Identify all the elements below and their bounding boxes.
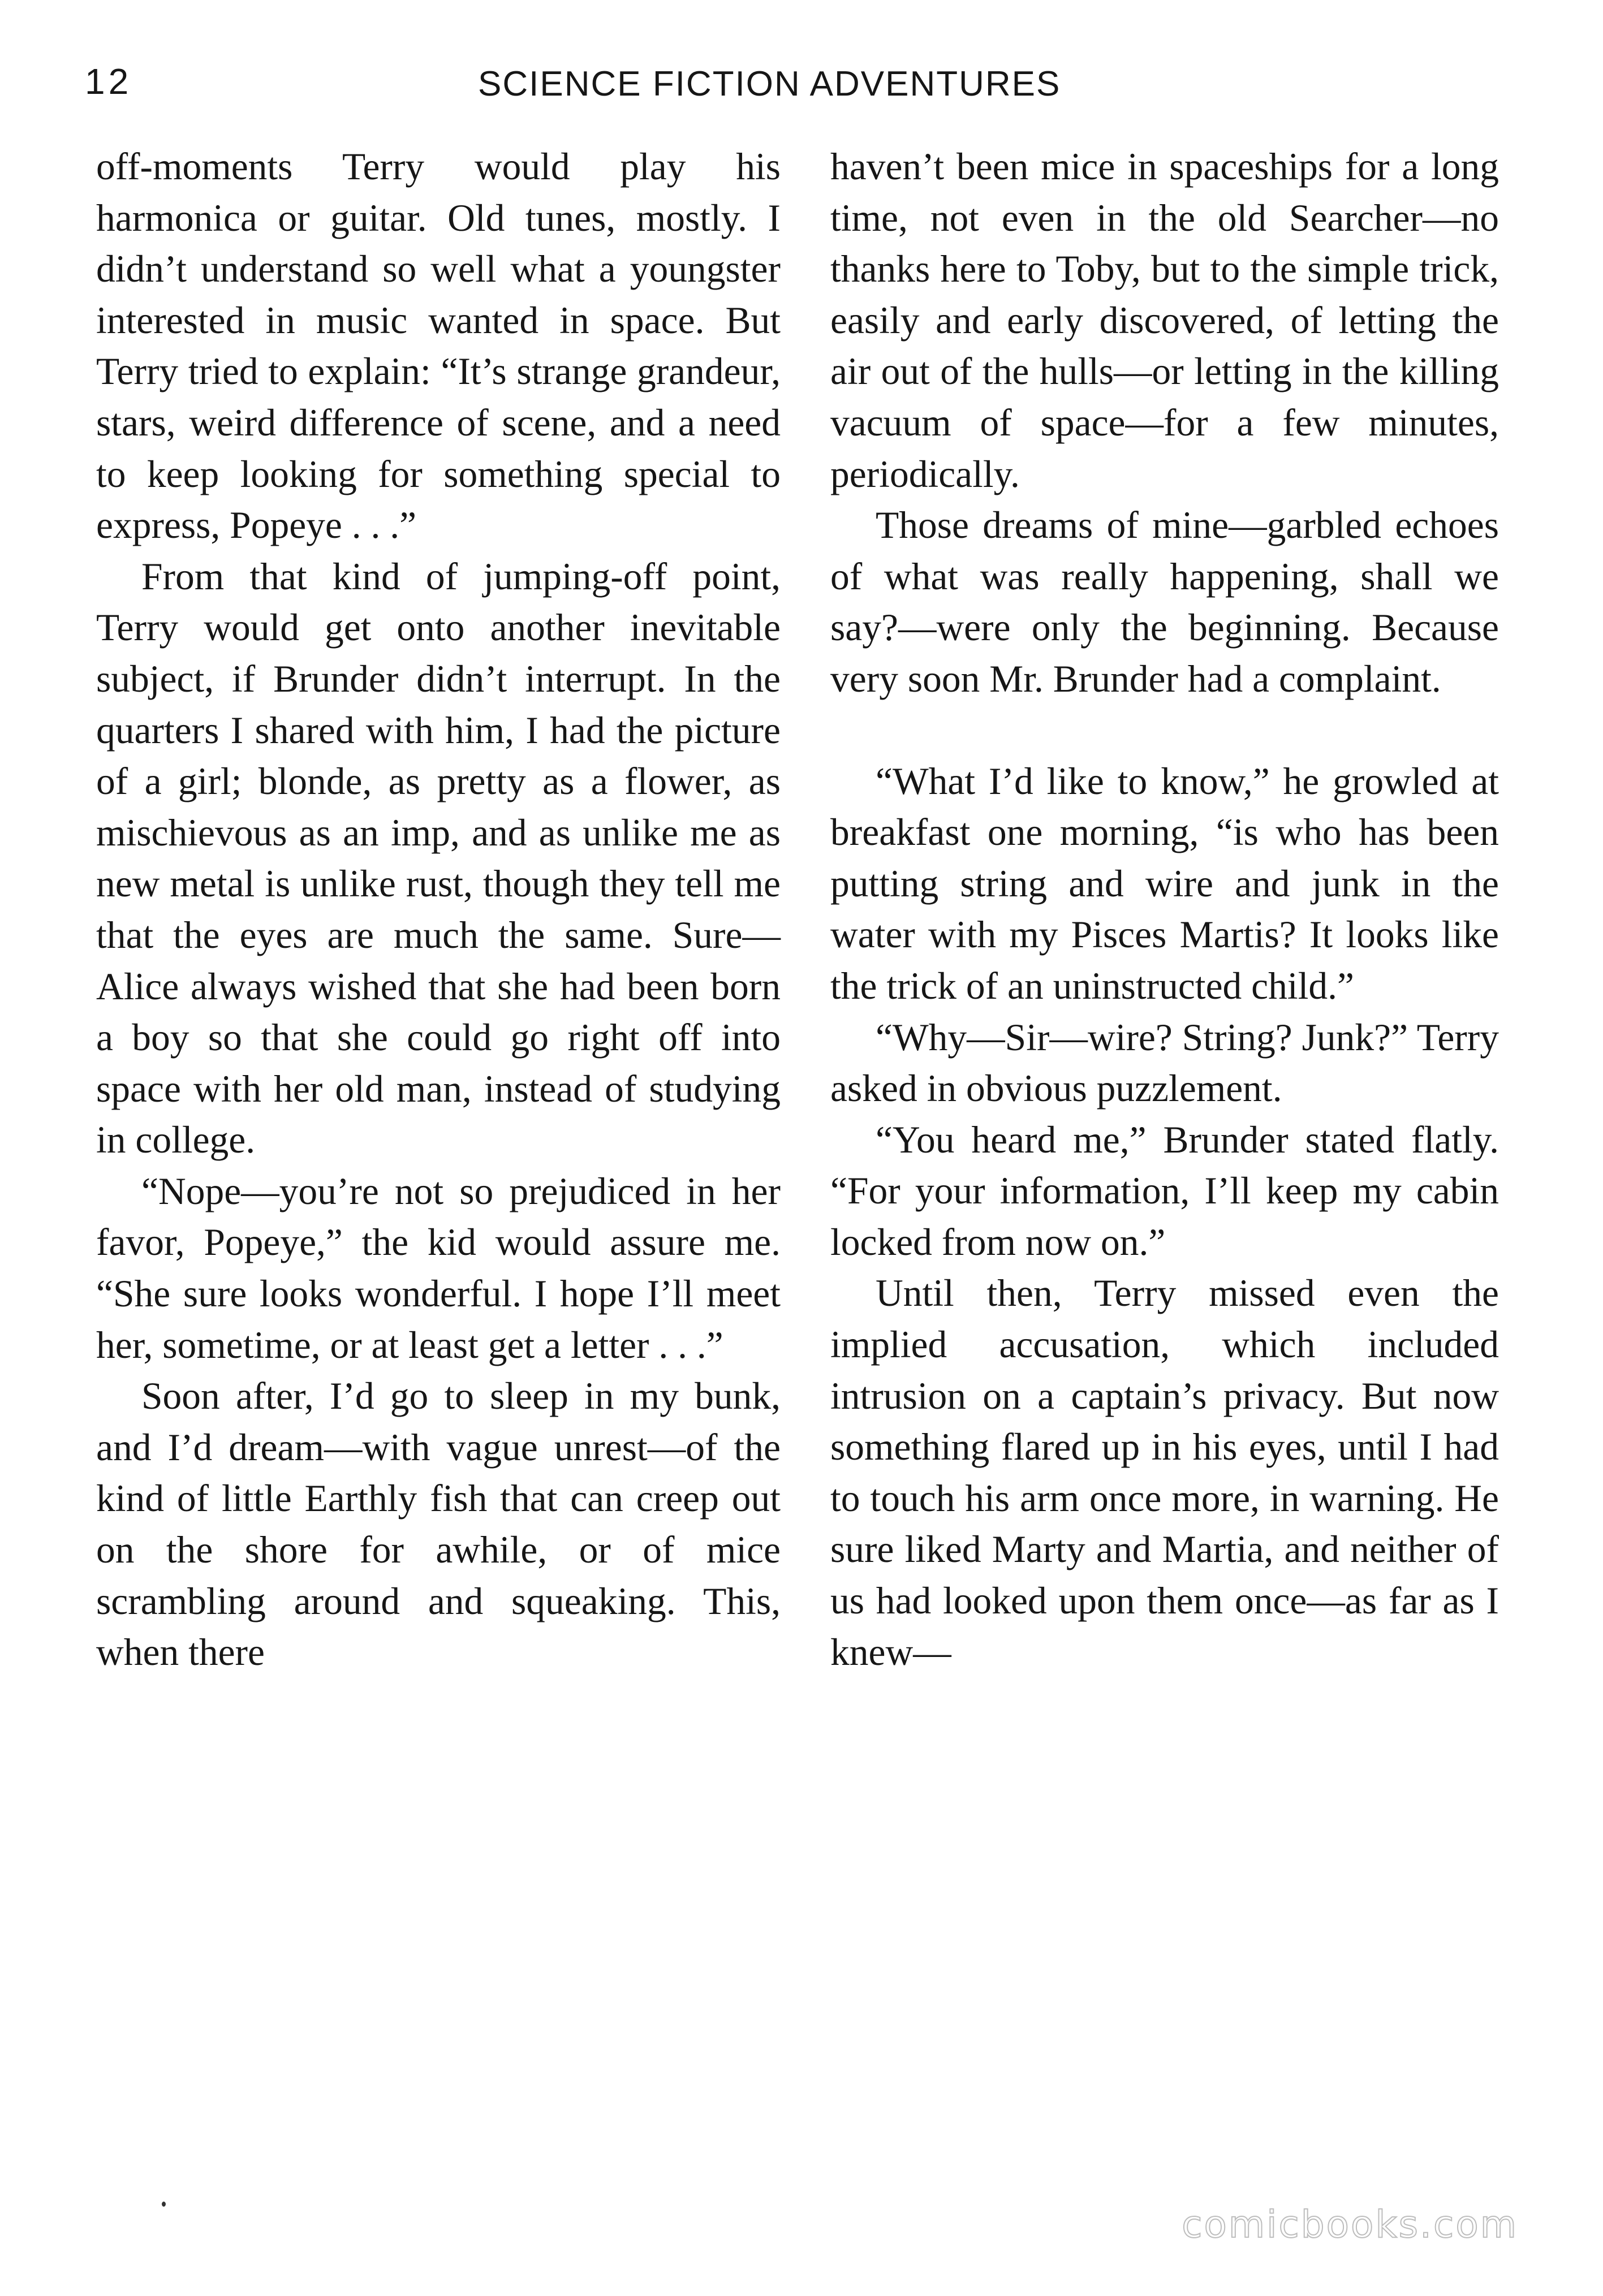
paragraph: Those dreams of mine—garbled echoes of what was really happening, shall we say?—were only the beginning. Because very soon Mr. Brunder had a complaint. (830, 504, 1499, 700)
ink-speck (162, 2202, 166, 2207)
right-column (830, 141, 1499, 1678)
paragraph: “You heard me,” Brunder stated flatly. “For your information, I’ll keep my cabin locked from now on.” (830, 1118, 1499, 1263)
paragraph: Until then, Terry missed even the implied accusation, which included intrusion on a captain’s privacy. But now something flared up in his eyes, until I had to touch his arm once more, in warning. He sure liked Marty and Martia, and neither of us had looked upon them once—as far as I knew— (830, 1272, 1499, 1673)
watermark: comicbooks.com (1182, 2203, 1518, 2246)
paragraph: “What I’d like to know,” he growled at breakfast one morning, “is who has been putting string and wire and junk in the water with my Pisces Martis? It looks like the trick of an uninstructed child.” (830, 759, 1499, 1007)
paragraph: From that kind of jumping-off point, Terry would get onto another inevitable subject, if Brunder didn’t interrupt. In the quarters I shared with him, I had the picture of a girl; blonde, as pretty as a flower, as mischievous as an imp, and as unlike me as new metal is unlike rust, though they tell me that the eyes are much the same. Sure—Alice always wished that she had been born a boy so that she could go right off into space with her old man, instead of studying in college. (96, 555, 781, 1162)
page-number: 12 (85, 61, 132, 102)
paragraph: “Nope—you’re not so prejudiced in her favor, Popeye,” the kid would assure me. “She sure looks wonderful. I hope I’ll meet her, sometime, or at least get a letter . . .” (96, 1169, 781, 1366)
paragraph: Soon after, I’d go to sleep in my bunk, and I’d dream—with vague unrest—of the kind of little Earthly fish that can creep out on the shore for awhile, or of mice scrambling around and squeaking. This, when there (96, 1375, 781, 1674)
paragraph: off-moments Terry would play his harmonica or guitar. Old tunes, mostly. I didn’t understand so well what a youngster interested in music wanted in space. But Terry tried to explain: “It’s strange grandeur, stars, weird difference of scene, and a need to keep looking for something special to express, Popeye . . .” (96, 145, 781, 547)
paragraph: “Why—Sir—wire? String? Junk?” Terry asked in obvious puzzlement. (830, 1016, 1499, 1110)
left-column (96, 141, 781, 1678)
running-head: SCIENCE FICTION ADVENTURES (478, 64, 1061, 103)
section-break (830, 705, 1499, 756)
paragraph: haven’t been mice in spaceships for a long time, not even in the old Searcher—no thanks here to Toby, but to the simple trick, easily and early discovered, of letting the air out of the hulls—or letting in the killing vacuum of space—for a few minutes, periodically. (830, 145, 1499, 495)
